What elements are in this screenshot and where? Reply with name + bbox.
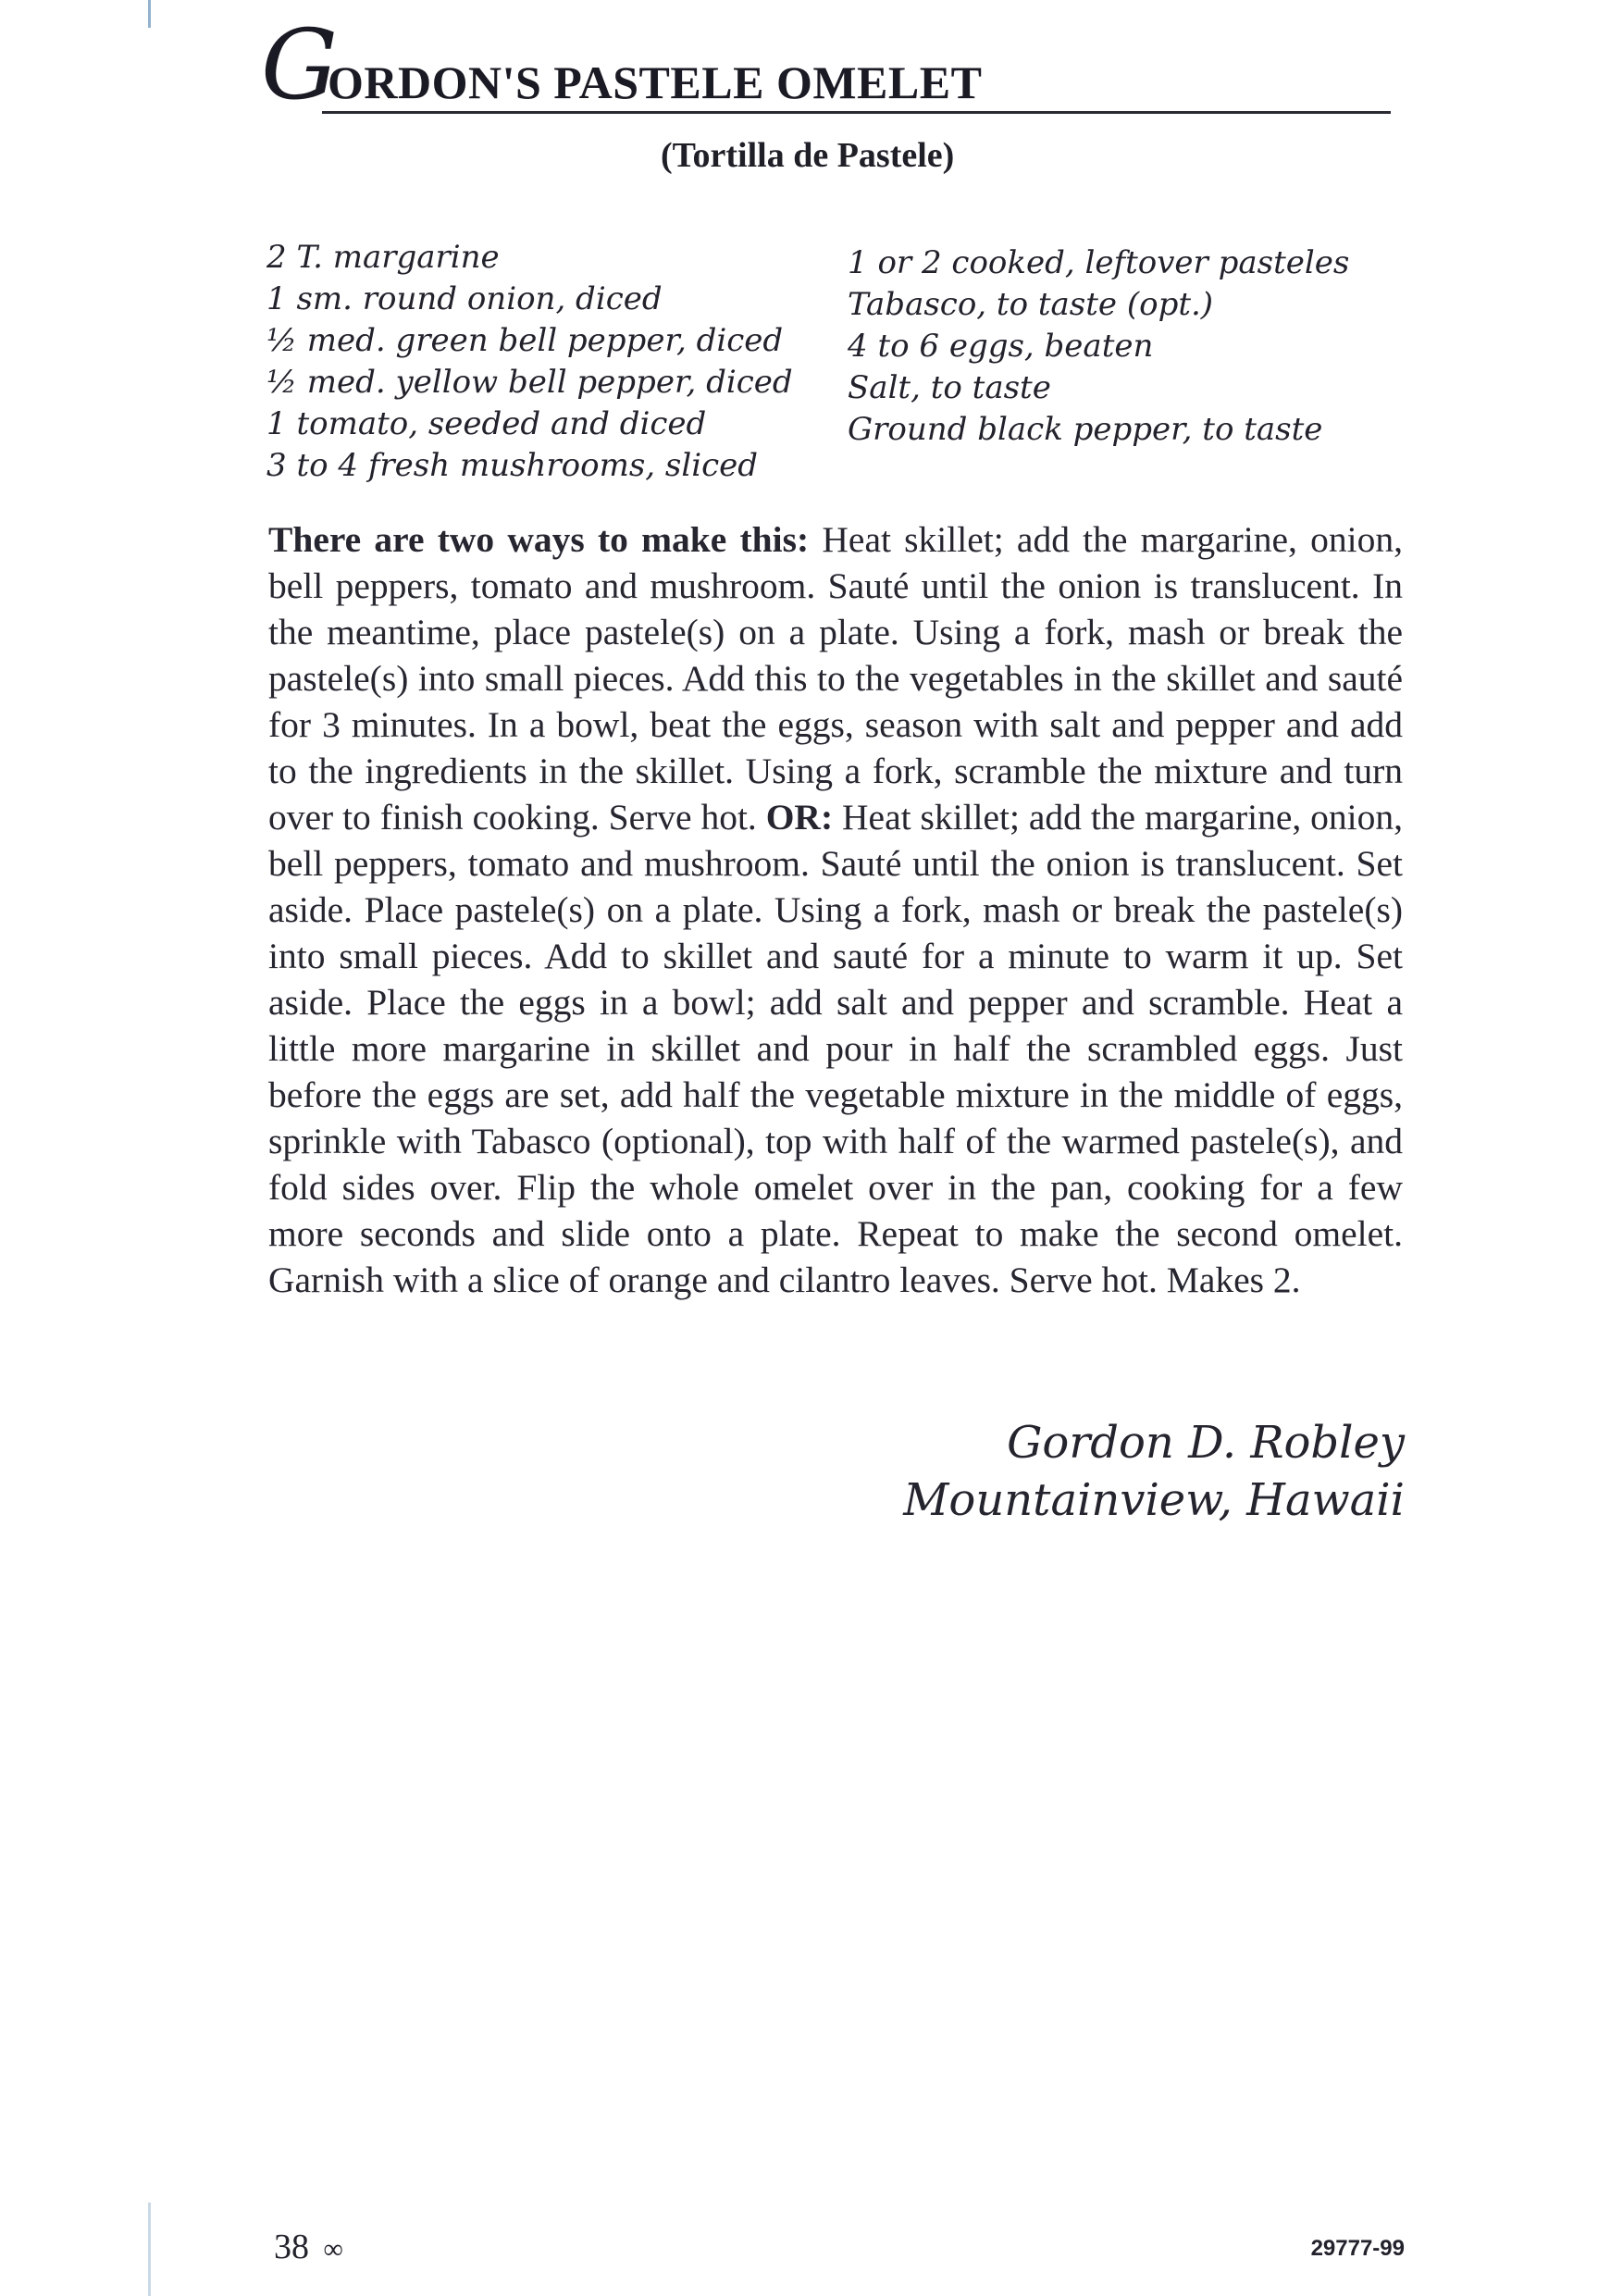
ingredient-item: Tabasco, to taste (opt.) [848, 286, 1214, 323]
ingredient-item: Salt, to taste [848, 369, 1051, 406]
title-initial: G [261, 8, 339, 121]
ingredient-item: 4 to 6 eggs, beaten [848, 328, 1154, 365]
page-number-value: 38 [274, 2228, 309, 2266]
recipe-title [261, 8, 1395, 121]
directions-part-two: Heat skillet; add the margarine, onion, bell peppers, tomato and mushroom. Sauté until the onion is translucent. Set aside. Place pastele(s) on a plate. Using a fork, mash or break the pastele(s) into small pieces. Add to skillet and sauté for a minute to warm it up. Set aside. Place the eggs in a bowl; add salt and pepper and scramble. Heat a little more margarine in skillet and pour in half the scrambled eggs. Just before the eggs are set, add half the vegetable mixture in the middle of eggs, sprinkle with Tabasco (optional), top with half of the warmed pastele(s), and fold sides over. Flip the whole omelet over in the pan, cooking for a few more seconds and slide onto a plate. Repeat to make the second omelet. Garnish with a slice of orange and cilantro leaves. Serve hot. Makes 2. [268, 797, 1403, 1300]
ingredient-item: 2 T. margarine [266, 239, 500, 276]
ingredient-item: 1 or 2 cooked, leftover pasteles [848, 244, 1350, 281]
catalog-number: 29777-99 [1310, 2236, 1405, 2261]
ingredient-item: 3 to 4 fresh mushrooms, sliced [266, 447, 759, 484]
title-text: ORDON'S PASTELE OMELET [328, 56, 983, 108]
scan-edge-mark [148, 2203, 151, 2296]
contributor-location: Mountainview, Hawaii [903, 1474, 1405, 1526]
directions-or: OR: [765, 797, 834, 838]
page-number [274, 2227, 343, 2267]
ingredient-item: ½ med. green bell pepper, diced [266, 322, 784, 359]
contributor-signature [903, 1414, 1405, 1529]
ingredients-right-column [848, 242, 1349, 451]
contributor-name: Gordon D. Robley [1007, 1417, 1405, 1469]
ingredients-left-column [266, 237, 793, 487]
ingredient-item: ½ med. yellow bell pepper, diced [266, 364, 793, 401]
scan-edge-mark [148, 0, 151, 28]
ingredient-item: Ground black pepper, to taste [848, 411, 1323, 448]
ingredient-item: 1 tomato, seeded and diced [266, 405, 707, 442]
title-rule [322, 111, 1391, 114]
recipe-subtitle: (Tortilla de Pastele) [661, 136, 955, 175]
ingredient-item: 1 sm. round onion, diced [266, 280, 663, 317]
directions-paragraph [268, 516, 1403, 1303]
infinity-ornament-icon: ∞ [323, 2234, 343, 2265]
directions-part-one: Heat skillet; add the margarine, onion, bell peppers, tomato and mushroom. Sauté until the onion is translucent. In the meantime, place pastele(s) on a plate. Using a fork, mash or break the pastele(s) into small pieces. Add this to the vegetables in the skillet and sauté for 3 minutes. In a bowl, beat the eggs, season with salt and pepper and add to the ingredients in the skillet. Using a fork, scramble the mixture and turn over to finish cooking. Serve hot. [268, 519, 1403, 838]
directions-lead: There are two ways to make this: [268, 519, 810, 560]
